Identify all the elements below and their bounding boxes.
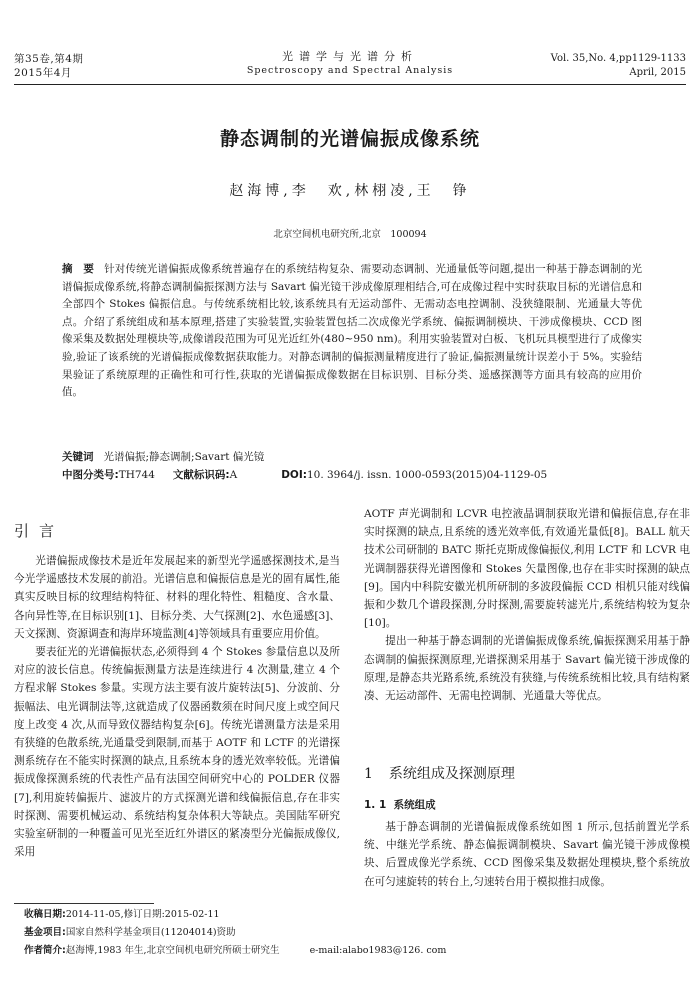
author-email: e-mail:alabo1983@126. com	[309, 945, 447, 956]
section-1-number: 1	[364, 766, 373, 782]
header-rule	[14, 84, 686, 85]
footnote-fund	[24, 926, 684, 940]
intro-paragraph-1: 光谱偏振成像技术是近年发展起来的新型光学遥感探测技术,是当今光学遥感技术发展的前沿。光谱信息和偏振信息是光的固有属性,能真实反映目标的纹理结构特征、材料的理化特性、粗糙度、含水量、各向异性等,在目标识别[1]、目标分类、大气探测[2]、水色遥感[3]、天文探测、资源调查和海岸环境监测[4]等领域具有重要应用价值。	[14, 555, 340, 640]
journal-name-cn: 光谱学与光谱分析	[282, 50, 418, 63]
received-text: 2014-11-05,修订日期:2015-02-11	[65, 909, 220, 920]
journal-pages	[551, 52, 686, 80]
volume-issue: 第35卷,第4期	[14, 53, 84, 65]
month-year: April, 2015	[629, 67, 686, 78]
doc-code-label: 文献标识码:	[172, 469, 230, 481]
journal-issue	[14, 52, 83, 80]
affiliation: 北京空间机电研究所,北京 100094	[273, 229, 427, 240]
abstract-label: 摘 要	[62, 263, 95, 275]
section-1-title: 系统组成及探测原理	[388, 766, 515, 782]
section-1-body	[364, 818, 690, 891]
fund-label: 基金项目:	[24, 927, 66, 938]
footnote-rule	[14, 903, 154, 904]
footnote-bio	[24, 944, 684, 958]
fund-text: 国家自然科学基金项目(11204014)资助	[65, 927, 236, 938]
journal-name	[190, 50, 510, 78]
intro-paragraph-2: 要表征光的光谱偏振状态,必须得到 4 个 Stokes 参量信息以及所对应的波长信息。传统偏振测量方法是连续进行 4 次测量,建立 4 个方程求解 Stokes 参量。实现方法主要有波片旋转法[5]、分波前、分振幅法、电光调制法等,这就造成了仪器函数须在时间尺度上或空间尺度上改变 4 次,从而导致仪器结构复杂[6]。传统光谱测量方法是采用有狭缝的色散系统,光通量受到限制,而基于 AOTF 和 LCTF 的光谱探测系统存在不能实时探测的缺点,且系统本身的透光效率较低。光谱偏振成像探测系统的代表性产品有法国空间研究中心的 POLDER 仪器[7],利用旋转偏振片、滤波片的方式探测光谱和线偏振信息,存在非实时探测、需要机械运动、系统结构复杂体积大等缺点。美国陆军研究实验室研制的一种覆盖可见光至近红外谱区的紧凑型分光偏振成像仪,采用	[14, 646, 340, 859]
clc-value: TH744	[118, 469, 155, 481]
subsection-number: 1. 1	[364, 799, 387, 811]
abstract-text: 针对传统光谱偏振成像系统普遍存在的系统结构复杂、需要动态调制、光通量低等问题,提出一种基于静态调制的光谱偏振成像系统,将静态调制偏振探测方法与 Savart 偏光镜干涉成像原理相结合,可在成像过程中实时获取目标的光谱信息和全部四个 Stokes 偏振信息。与传统系统相比较,该系统具有无运动部件、无需动态电控调制、没狭缝限制、光通量大等优点。介绍了系统组成和基本原理,搭建了实验装置,实验装置包括二次成像光学系统、偏振调制模块、干涉成像模块、CCD 图像采集及数据处理模块等,成像谱段范围为可见光近红外(480~950 nm)。利用实验装置对白板、飞机玩具模型进行了成像实验,验证了该系统的光谱偏振成像数据获取能力。对静态调制的偏振测量精度进行了验证,偏振测量统计误差小于 5%。实验结果验证了系统原理的正确性和可行性,获取的光谱偏振成像数据在目标识别、目标分类、遥感探测等方面具有较高的应用价值。	[62, 263, 642, 399]
journal-name-en: Spectroscopy and Spectral Analysis	[246, 65, 454, 76]
doi-label: DOI:	[281, 469, 307, 481]
clc-label: 中图分类号:	[62, 469, 119, 481]
subsection-1-1-heading	[364, 797, 436, 812]
received-label: 收稿日期:	[24, 909, 66, 920]
intro-paragraph-continued: AOTF 声光调制和 LCVR 电控液晶调制获取光谱和偏振信息,存在非实时探测的缺点,且系统的透光效率低,有效通光量低[8]。BALL 航天技术公司研制的 BATC 斯托克斯成像偏振仪,利用 LCTF 和 LCVR 电光调制器获得光谱图像和 Stokes 矢量图像,也存在非实时探测的缺点[9]。国内中科院安徽光机所研制的多波段偏振 CCD 相机只能对线偏振和少数几个谱段探测,分时探测,需要旋转滤光片,系统结构较为复杂[10]。	[364, 508, 690, 630]
vol-pages: Vol. 35,No. 4,pp1129-1133	[550, 53, 686, 64]
bio-text: 赵海博,1983 年生,北京空间机电研究所硕士研究生	[65, 945, 280, 956]
footnote-received	[24, 908, 684, 922]
bio-label: 作者简介:	[24, 945, 66, 956]
paper-title: 静态调制的光谱偏振成像系统	[219, 128, 480, 150]
abstract	[62, 261, 642, 402]
subsection-title: 系统组成	[393, 799, 436, 811]
section-1-heading	[364, 763, 515, 783]
doi-value: 10. 3964/j. issn. 1000-0593(2015)04-1129-05	[306, 469, 548, 481]
doc-code-value: A	[229, 469, 238, 481]
left-column	[14, 552, 340, 861]
classification-line	[62, 467, 662, 484]
intro-paragraph-3: 提出一种基于静态调制的光谱偏振成像系统,偏振探测采用基于静态调制的偏振探测原理,光谱探测采用基于 Savart 偏光镜干涉成像的原理,是静态共光路系统,系统没有狭缝,与传统系统相比较,具有结构紧凑、无运动部件、无需电控调制、光通量大等优点。	[364, 635, 690, 703]
section-1-paragraph: 基于静态调制的光谱偏振成像系统如图 1 所示,包括前置光学系统、中继光学系统、静态偏振调制模块、Savart 偏光镜干涉成像模块、后置成像光学系统、CCD 图像采集及数据处理模块,整个系统放在可匀速旋转的转台上,匀速转台用于模拟推扫成像。	[364, 821, 690, 888]
keywords	[62, 449, 642, 466]
author-list: 赵海博,李 欢,林栩凌,王 铮	[229, 183, 471, 199]
right-column	[364, 505, 690, 705]
intro-heading: 引言	[14, 522, 65, 540]
keywords-label: 关键词	[62, 451, 94, 463]
publication-date: 2015年4月	[14, 67, 72, 79]
keywords-text: 光谱偏振;静态调制;Savart 偏光镜	[103, 451, 265, 463]
